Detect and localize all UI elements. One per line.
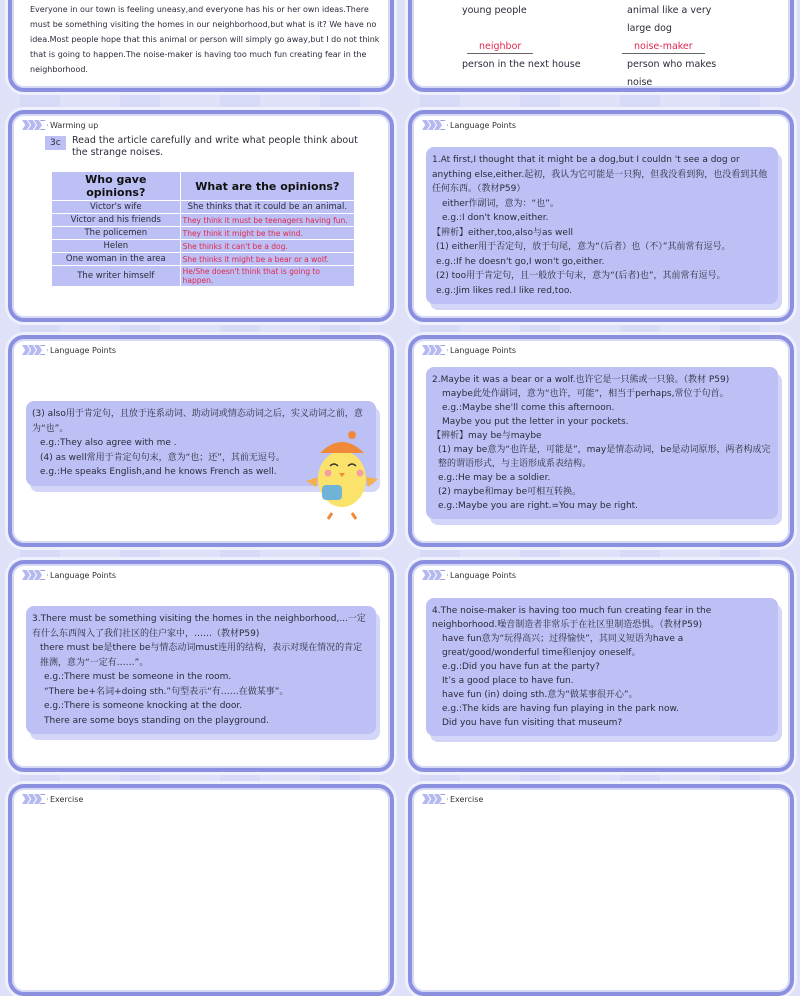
slide-header: Language Points <box>450 570 517 580</box>
slide-header: Exercise <box>50 794 84 804</box>
content-box <box>426 147 778 304</box>
vocab-def: person in the next house <box>462 59 581 70</box>
vocab-def: person who makes noise <box>627 59 717 88</box>
vocab-answer: noise-maker <box>622 41 705 54</box>
chevrons-icon <box>22 120 46 130</box>
opinions-table <box>52 172 354 287</box>
exercise-badge: 3c <box>45 136 66 150</box>
slide-header: Exercise <box>450 794 484 804</box>
slide-language-points-2[interactable] <box>8 335 394 547</box>
chevrons-icon <box>422 120 446 130</box>
content-box <box>426 367 778 519</box>
content-line: e.g.:I don't know,either. <box>442 213 549 223</box>
slide-header: Language Points <box>50 570 117 580</box>
content-line: either作副词，意为：“也”。 <box>442 198 559 209</box>
slide-header: Language Points <box>450 120 517 130</box>
content-box <box>426 598 778 736</box>
content-line: e.g.:Jim likes red.I like red,too. <box>436 285 573 296</box>
passage-text: Everyone in our town is feeling uneasy,and everyone has his or her own ideas.There must be something visiting the homes in our neighborhood,but what is it? We have no idea.Most people hope that this animal or person will simply go away,but I do not think that is going to happen.The noise-maker is having too much fun creating fear in the neighborhood. <box>30 5 380 74</box>
slide-language-points-3[interactable] <box>408 335 794 547</box>
content-line: Did you have fun visiting that museum? <box>442 718 623 728</box>
chevrons-icon <box>422 570 446 580</box>
chevrons-icon <box>22 794 46 804</box>
slide-exercise-1[interactable] <box>8 784 394 996</box>
table-row: One woman in the area She thinks it might be a bear or a wolf. <box>52 253 354 266</box>
slide-vocabulary[interactable] <box>408 0 794 92</box>
table-row: Victor's wife She thinks that it could be an animal. <box>52 201 354 214</box>
content-line: There are some boys standing on the playground. <box>44 715 269 726</box>
content-line: have fun意为“玩得高兴；过得愉快”，其同义短语为have a great/good/wonderful time和enjoy oneself。 <box>442 634 684 658</box>
content-line: 3.There must be something visiting the homes in the neighborhood,...一定有什么东西闯入了我们社区的住户家中，……（教材P59) <box>32 614 366 639</box>
content-line: It’s a good place to have fun. <box>442 676 574 686</box>
content-line: there must be是there be与情态动词must连用的结构，表示对现在情况的肯定推测，意为“一定有……”。 <box>40 643 363 668</box>
slide-header: Warming up <box>50 120 99 130</box>
content-line: (4) as well常用于肯定句句末，意为“也；还”，其前无逗号。 <box>40 452 285 463</box>
content-line: e.g.:They also agree with me . <box>40 438 177 448</box>
slide-reading-passage[interactable] <box>8 0 394 92</box>
table-row: Victor and his friends They think it must be teenagers having fun. <box>52 214 354 227</box>
content-line: e.g.:He may be a soldier. <box>438 473 551 483</box>
slide-language-points-5[interactable] <box>408 560 794 772</box>
content-line: 1.At first,I thought that it might be a dog,but I couldn 't see a dog or anything else,either.起初，我认为它可能是一只狗，但我没看到狗，也没看到其他任何东西。（教材P59） <box>432 155 768 194</box>
content-line: have fun (in) doing sth.意为“做某事很开心”。 <box>442 690 638 700</box>
table-row: Helen She thinks it can't be a dog. <box>52 240 354 253</box>
content-line: e.g.:He speaks English,and he knows French as well. <box>40 467 277 477</box>
slide-header: Language Points <box>50 345 117 355</box>
content-line: (2) too用于肯定句，且一般放于句末，意为“(后者)也”，其前常有逗号。 <box>436 271 726 281</box>
chevrons-icon <box>422 345 446 355</box>
chick-mascot-icon <box>302 421 382 521</box>
vocab-answer: neighbor <box>467 41 533 54</box>
vocab-def: young people <box>462 5 527 16</box>
chevrons-icon <box>22 345 46 355</box>
content-line: “There be+名词+doing sth.”句型表示“有……在做某事”。 <box>44 686 289 697</box>
vocab-item <box>462 2 592 20</box>
content-line: 2.Maybe it was a bear or a wolf.也许它是一只熊或一只狼。（教材 P59) <box>432 375 730 385</box>
content-line: e.g.:Maybe you are right.=You may be right. <box>438 501 639 511</box>
content-line: (1) either用于否定句，放于句尾，意为“（后者）也（不）”其前常有逗号。 <box>436 242 731 252</box>
column-header: Who gave opinions? <box>52 172 180 201</box>
slide-language-points-4[interactable] <box>8 560 394 772</box>
content-line: 【辨析】either,too,also与as well <box>432 227 573 238</box>
table-row: The writer himself He/She doesn't think that is going to happen. <box>52 266 354 287</box>
content-line: 4.The noise-maker is having too much fun creating fear in the neighborhood.噪音制造者非常乐于在社区里制造恐惧。（教材P59) <box>432 606 712 630</box>
content-line: e.g.:If he doesn't go,I won't go,either. <box>436 256 605 267</box>
content-line: e.g.:There must be someone in the room. <box>44 672 232 682</box>
slide-warming-up[interactable] <box>8 110 394 322</box>
vocab-item <box>627 2 737 38</box>
chevrons-icon <box>422 794 446 804</box>
table-row: The policemen They think it might be the wind. <box>52 227 354 240</box>
instruction: Read the article carefully and write what people think about the strange noises. <box>72 135 358 158</box>
content-line: e.g.:Maybe she'll come this afternoon. <box>442 403 615 413</box>
content-line: e.g.:There is someone knocking at the door. <box>44 701 243 711</box>
content-box <box>26 606 376 734</box>
slide-header: Language Points <box>450 345 517 355</box>
content-line: (2) maybe和may be可相互转换。 <box>438 487 582 497</box>
slide-exercise-2[interactable] <box>408 784 794 996</box>
content-line: 【辨析】may be与maybe <box>432 431 542 441</box>
content-line: maybe此处作副词，意为“也许，可能”，相当于perhaps,常位于句首。 <box>442 389 729 399</box>
content-line: (3) also用于肯定句，且放于连系动词、助动词或情态动词之后，实义动词之前，意为“也”。 <box>32 409 363 434</box>
slide-language-points-1[interactable] <box>408 110 794 322</box>
chevrons-icon <box>22 570 46 580</box>
content-line: e.g.:Did you have fun at the party? <box>442 662 600 672</box>
content-line: Maybe you put the letter in your pockets. <box>442 417 629 427</box>
content-line: (1) may be意为“也许是，可能是”，may是情态动词，be是动词原形，两者构成完整的谓语形式，与主语形成系表结构。 <box>438 445 771 469</box>
content-line: e.g.:The kids are having fun playing in the park now. <box>442 704 679 714</box>
column-header: What are the opinions? <box>180 172 354 201</box>
vocab-def: animal like a very large dog <box>627 5 712 34</box>
